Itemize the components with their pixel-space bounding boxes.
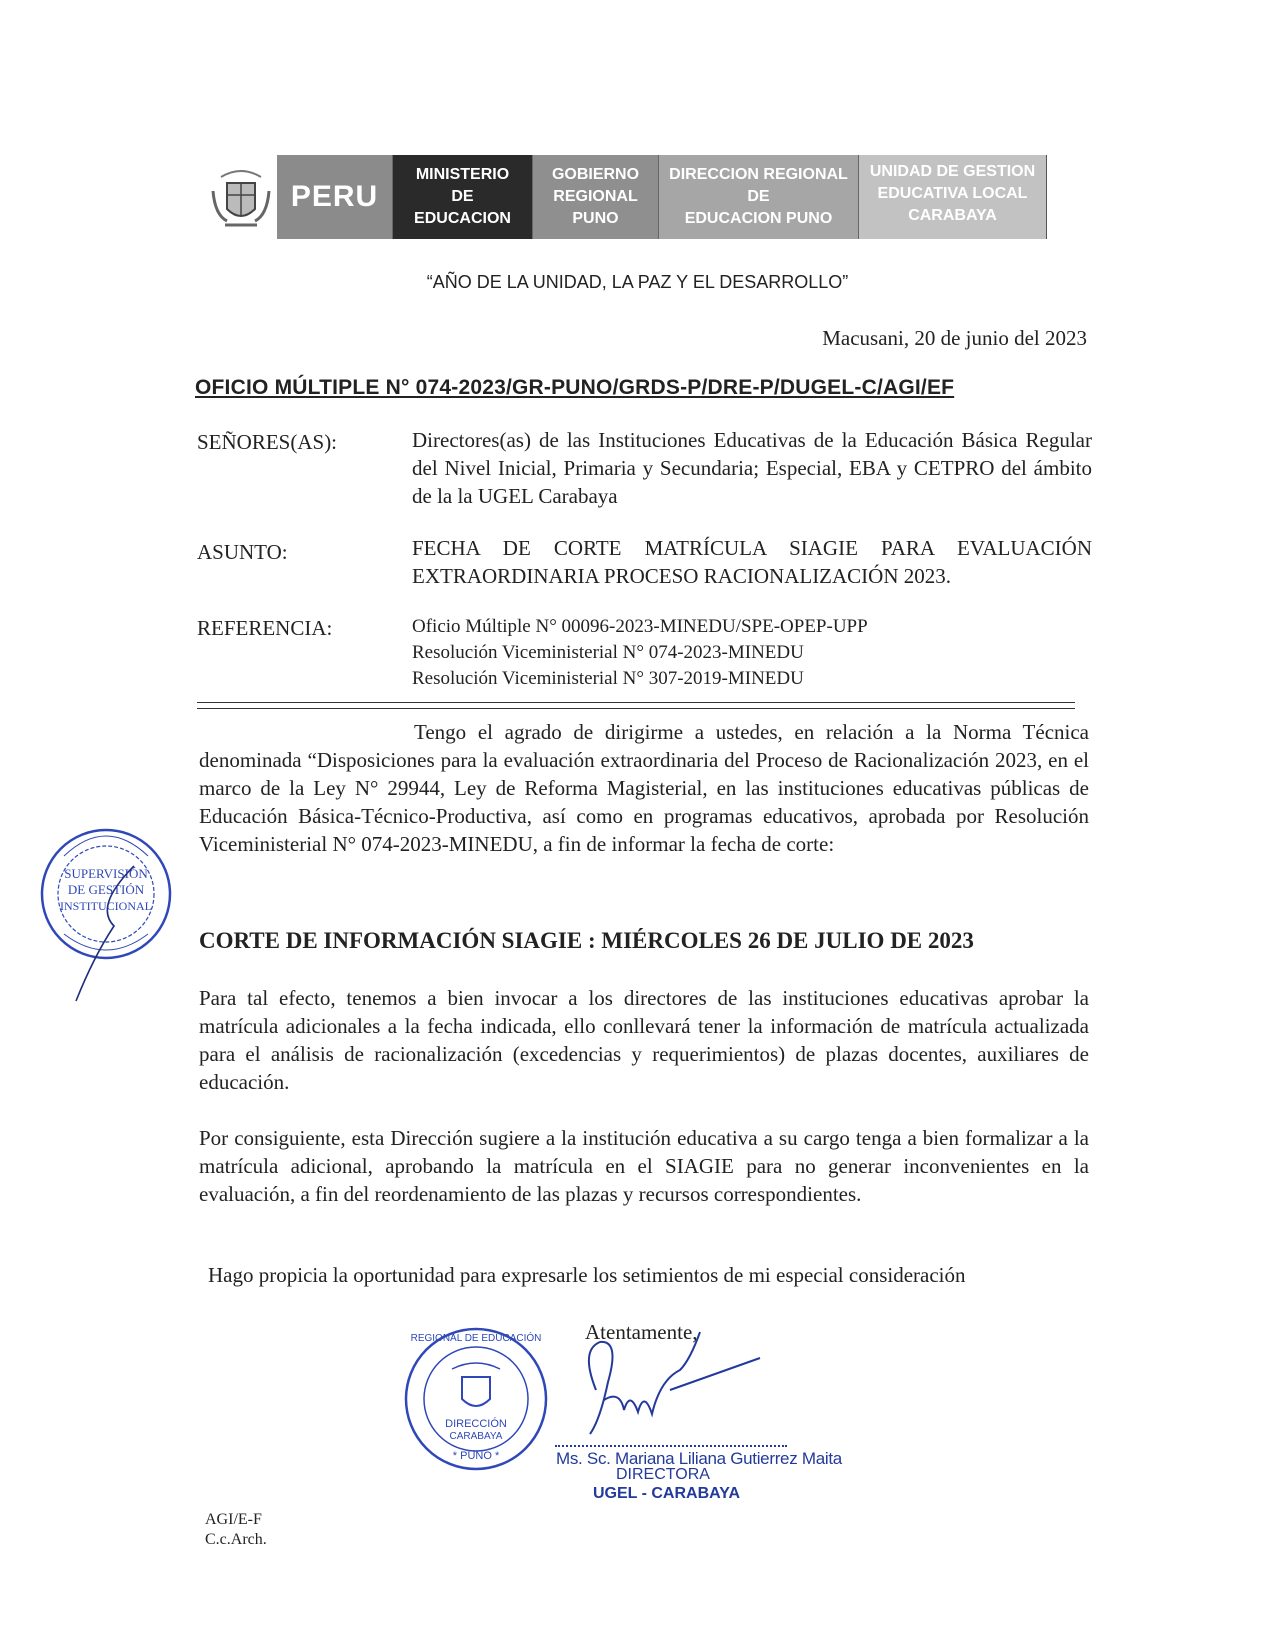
subject-text: FECHA DE CORTE MATRÍCULA SIAGIE PARA EVALUACIÓN EXTRAORDINARIA PROCESO RACIONALIZACIÓN 2023. (412, 536, 1092, 588)
reference-label: REFERENCIA: (197, 616, 333, 640)
double-rule-divider (197, 702, 1075, 709)
svg-text:SUPERVISIÓN: SUPERVISIÓN (64, 866, 148, 881)
ministry-line-1: MINISTERIO (415, 166, 510, 183)
oficio-title: OFICIO MÚLTIPLE N° 074-2023/GR-PUNO/GRDS-P/DRE-P/DUGEL-C/AGI/EF (195, 376, 955, 399)
regional-gov-line-1: GOBIERNO (551, 166, 640, 183)
regional-gov-line-2: REGIONAL (553, 188, 638, 205)
signer-unit: UGEL - CARABAYA (593, 1485, 740, 1502)
year-motto: “AÑO DE LA UNIDAD, LA PAZ Y EL DESARROLLO” (426, 272, 849, 292)
subject-label: ASUNTO: (197, 540, 288, 564)
regional-gov-line-3: PUNO (572, 210, 619, 227)
supervision-stamp (34, 816, 184, 1006)
svg-text:INSTITUCIONAL: INSTITUCIONAL (60, 899, 152, 913)
ministry-line-2: DE (451, 188, 474, 205)
banner-regional-government (533, 155, 659, 239)
body-paragraph-1 (199, 718, 1089, 858)
reference-item: Resolución Viceministerial N° 074-2023-MINEDU (412, 642, 804, 663)
institutional-banner (205, 155, 1047, 239)
coat-of-arms-icon (205, 155, 277, 239)
svg-text:* PUNO *: * PUNO * (452, 1450, 500, 1462)
ministry-line-3: EDUCACION (414, 210, 511, 227)
signer-name: Ms. Sc. Mariana Liliana Gutierrez Maita (556, 1449, 842, 1468)
ugel-line-2: EDUCATIVA LOCAL (877, 185, 1028, 202)
reference-item: Resolución Viceministerial N° 307-2019-MINEDU (412, 668, 804, 689)
recipients-label: SEÑORES(AS): (197, 430, 338, 454)
ugel-line-1: UNIDAD DE GESTION (869, 163, 1036, 180)
handwritten-signature (560, 1330, 790, 1450)
body-paragraph-1-text: Tengo el agrado de dirigirme a ustedes, en relación a la Norma Técnica denominada “Disposiciones para la evaluación extraordinaria del Proceso de Racionalización 2023, en el marco de la Ley N° 29944, Ley de Reforma Magisterial, en las instituciones educativas públicas de Educación Básica-Técnico-Productiva, así como en programas educativos, aprobada por Resolución Viceministerial N° 074-2023-MINEDU, a fin de informar la fecha de corte: (199, 720, 1089, 856)
svg-text:DIRECCIÓN: DIRECCIÓN (445, 1418, 507, 1430)
place-date: Macusani, 20 de junio del 2023 (822, 326, 1087, 350)
banner-peru (277, 155, 393, 239)
banner-ugel (859, 155, 1047, 239)
country-name: PERU (290, 180, 379, 213)
footer-code: AGI/E-F (205, 1511, 262, 1528)
regional-dir-line-1: DIRECCION REGIONAL (669, 166, 848, 183)
ugel-line-3: CARABAYA (908, 207, 997, 224)
svg-text:DE GESTIÓN: DE GESTIÓN (67, 882, 145, 897)
body-paragraph-2: Para tal efecto, tenemos a bien invocar a los directores de las instituciones educativas aprobar la matrícula adicionales a la fecha indicada, ello conllevará tener la información de matrícula actualizada para el análisis de racionalización (excedencias y requerimientos) de plazas docentes, auxiliares de educación. (199, 986, 1089, 1094)
banner-regional-direction (659, 155, 859, 239)
banner-ministry (393, 155, 533, 239)
reference-item: Oficio Múltiple N° 00096-2023-MINEDU/SPE-OPEP-UPP (412, 616, 868, 637)
signer-title: DIRECTORA (616, 1466, 710, 1483)
regional-direction-seal (402, 1325, 550, 1473)
regional-dir-line-2: DE (747, 188, 770, 205)
cutoff-date-heading: CORTE DE INFORMACIÓN SIAGIE : MIÉRCOLES 26 DE JULIO DE 2023 (199, 928, 974, 953)
body-paragraph-3: Por consiguiente, esta Dirección sugiere a la institución educativa a su cargo tenga a bien formalizar a la matrícula adicional, aprobando la matrícula en el SIAGIE para no generar inconvenientes en la evaluación, a fin del reordenamiento de las plazas y recursos correspondientes. (199, 1126, 1089, 1206)
footer-reference-codes (205, 1510, 267, 1550)
signature-line (555, 1445, 787, 1447)
regional-dir-line-3: EDUCACION PUNO (684, 210, 833, 227)
closing-line: Hago propicia la oportunidad para expresarle los setimientos de mi especial consideración (208, 1263, 966, 1287)
footer-code: C.c.Arch. (205, 1531, 267, 1548)
svg-text:CARABAYA: CARABAYA (449, 1431, 503, 1442)
sign-off: Atentamente, (585, 1320, 698, 1344)
svg-text:REGIONAL DE EDUCACIÓN: REGIONAL DE EDUCACIÓN (410, 1333, 542, 1344)
recipients-text: Directores(as) de las Instituciones Educativas de la Educación Básica Regular del Nivel Inicial, Primaria y Secundaria; Especial, EBA y CETPRO del ámbito de la la UGEL Carabaya (412, 428, 1092, 508)
